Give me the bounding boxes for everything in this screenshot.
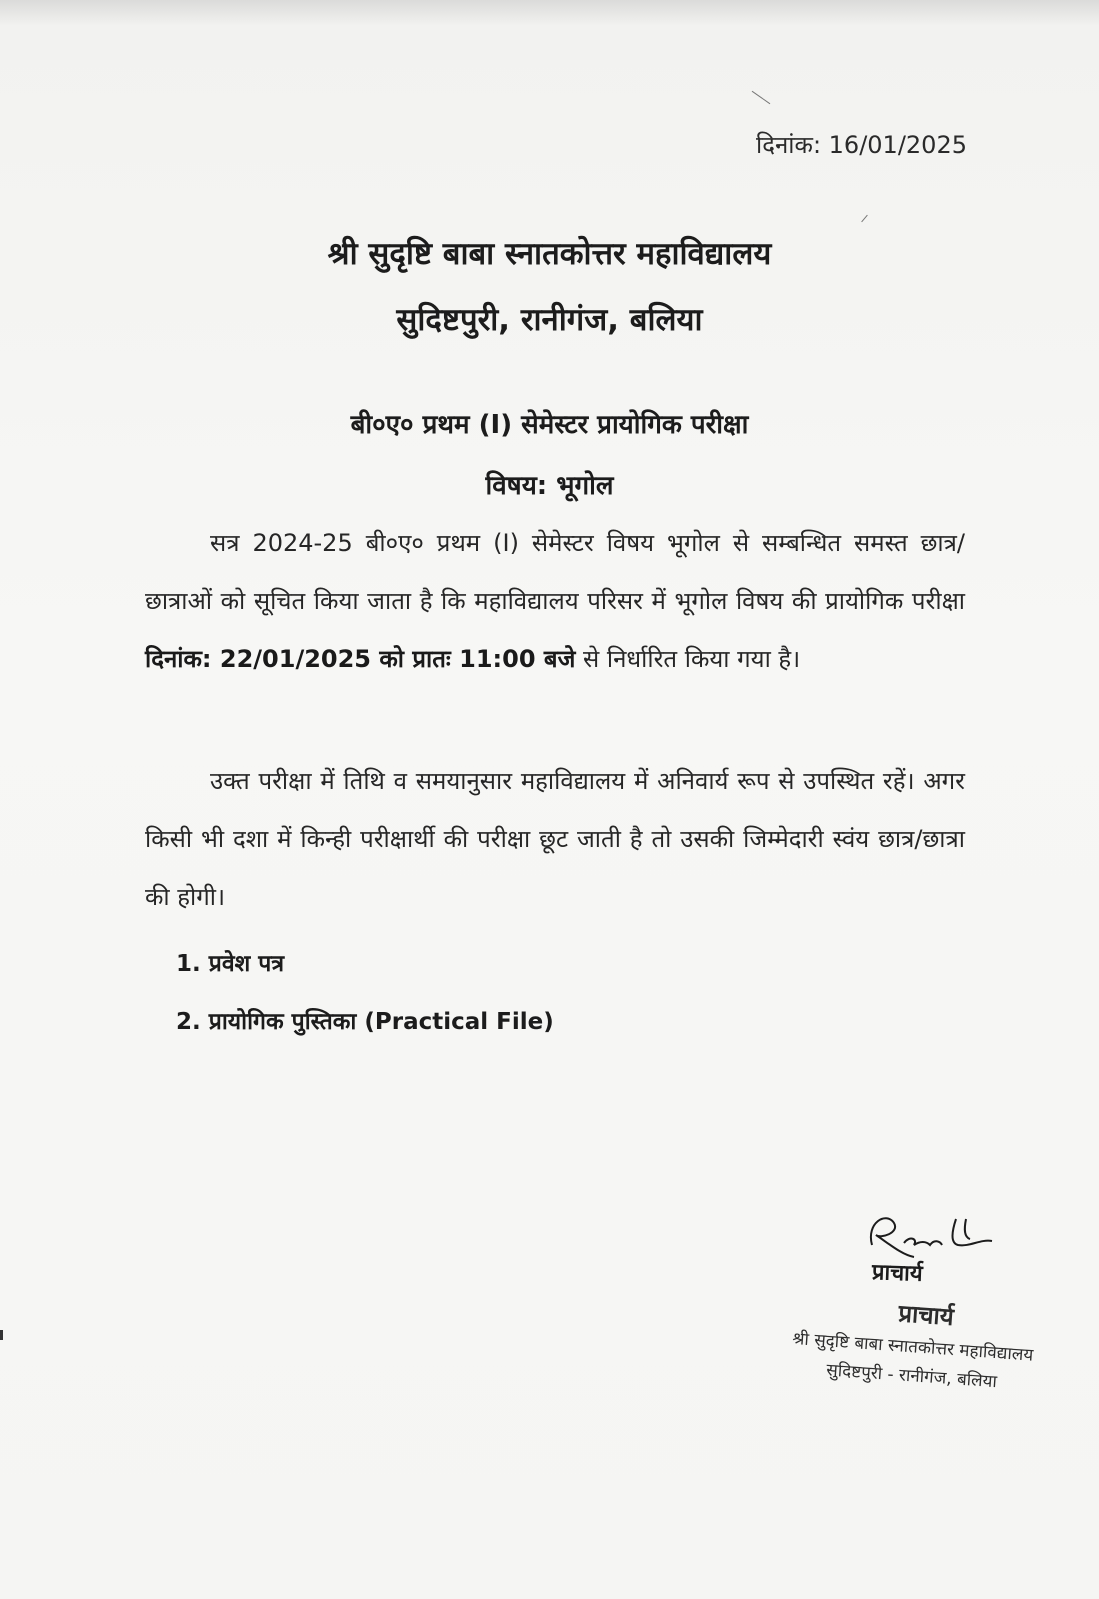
paragraph-1-text: सत्र 2024-25 बी०ए० प्रथम (I) सेमेस्टर विषय भूगोल से सम्बन्धित समस्त छात्र/छात्राओं को सूचित किया जाता है कि महाविद्यालय परिसर में भूगोल विषय की प्रायोगिक परीक्षा [145,529,965,615]
exam-subject: विषय: भूगोल [485,471,614,501]
notice-paragraph-1 [145,514,965,688]
college-address: सुदिष्टपुरी, रानीगंज, बलिया [396,302,703,338]
college-name: श्री सुदृष्टि बाबा स्नातकोत्तर महाविद्यालय [327,236,772,272]
principal-stamp [790,1289,1037,1395]
scan-shadow [0,0,1099,26]
scan-mark [752,91,771,104]
stamp-title: प्राचार्य [897,1299,955,1332]
scan-mark [0,1330,3,1340]
scan-mark [861,215,868,223]
paragraph-1-end: से निर्धारित किया गया है। [583,645,801,673]
notice-paragraph-2 [145,752,965,926]
signature-block [790,1205,1090,1415]
exam-datetime: दिनांक: 22/01/2025 को प्रातः 11:00 बजे [145,645,576,673]
list-item: 1. प्रवेश पत्र [176,951,285,977]
stamp-college: श्री सुदृष्टि बाबा स्नातकोत्तर महाविद्यालय [791,1328,1034,1366]
signatory-title: प्राचार्य [871,1260,924,1287]
exam-title: बी०ए० प्रथम (I) सेमेस्टर प्रायोगिक परीक्षा [350,410,749,440]
stamp-address: सुदिष्टपुरी - रानीगंज, बलिया [825,1360,998,1393]
notice-date: दिनांक: 16/01/2025 [756,131,967,159]
paragraph-2-text: उक्त परीक्षा में तिथि व समयानुसार महाविद्यालय में अनिवार्य रूप से उपस्थित रहें। अगर किसी भी दशा में किन्ही परीक्षार्थी की परीक्षा छूट जाती है तो उसकी जिम्मेदारी स्वंय छात्र/छात्रा की होगी। [145,767,965,911]
list-item: 2. प्रायोगिक पुस्तिका (Practical File) [176,1009,554,1035]
required-items-list [176,942,554,1058]
